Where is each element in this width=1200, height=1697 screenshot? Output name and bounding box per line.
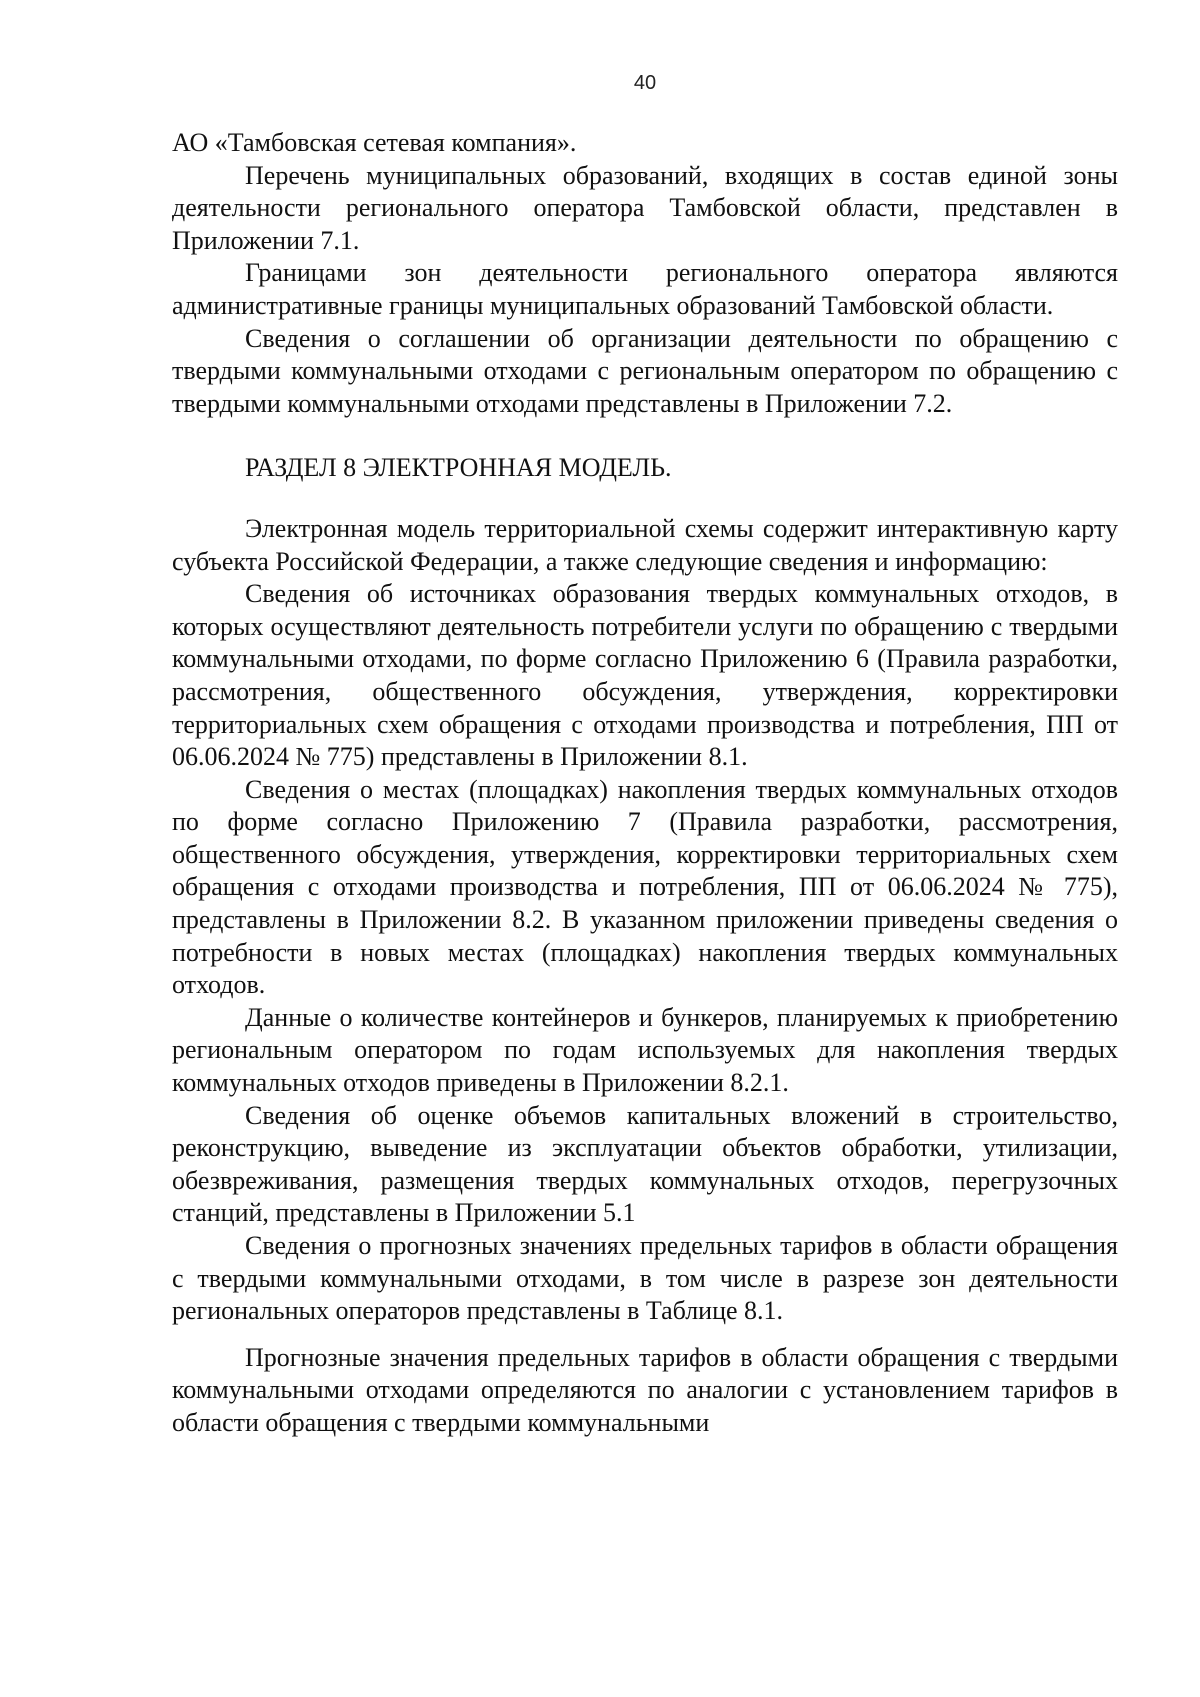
paragraph-containers: Данные о количестве контейнеров и бункеров, планируемых к приобретению региональным оператором по годам используемых для накопления твердых коммунальных отходов приведены в Приложении 8.2.1. [172, 1002, 1118, 1098]
paragraph-agreement-info: Сведения о соглашении об организации деятельности по обращению с твердыми коммунальными отходами с региональным оператором по обращению с твердыми коммунальными отходами представлены в Приложении 7.2. [172, 323, 1118, 418]
paragraph-spacer [172, 1328, 1118, 1342]
page-number: 40 [633, 72, 657, 94]
section-heading: РАЗДЕЛ 8 ЭЛЕКТРОННАЯ МОДЕЛЬ. [245, 453, 672, 483]
paragraph-municipal-list: Перечень муниципальных образований, входящих в состав единой зоны деятельности регионального оператора Тамбовской области, представлен в Приложении 7.1. [172, 160, 1118, 255]
paragraph-capital-investments: Сведения об оценке объемов капитальных вложений в строительство, реконструкцию, выведение из эксплуатации объектов обработки, утилизации, обезвреживания, размещения твердых коммунальных отходов, перегрузочных станций, представлены в Приложении 5.1 [172, 1100, 1118, 1228]
paragraph-tariff-analogy: Прогнозные значения предельных тарифов в области обращения с твердыми коммунальными отходами определяются по аналогии с установлением тарифов в области обращения с твердыми коммунальными [172, 1342, 1118, 1437]
paragraph-continuation: АО «Тамбовская сетевая компания». [172, 128, 577, 157]
document-body [172, 127, 1118, 1440]
paragraph-accumulation-sites: Сведения о местах (площадках) накопления твердых коммунальных отходов по форме согласно Приложению 7 (Правила разработки, рассмотрения, общественного обсуждения, утверждения, корректировки территориальных схем обращения с отходами производства и потребления, ПП от 06.06.2024 № 775), представлены в Приложении 8.2. В указанном приложении приведены сведения о потребности в новых местах (площадках) накопления твердых коммунальных отходов. [172, 774, 1118, 1000]
paragraph-tariff-forecast: Сведения о прогнозных значениях предельных тарифов в области обращения с твердыми коммунальными отходами, в том числе в разрезе зон деятельности региональных операторов представлены в Таблице 8.1. [172, 1231, 1118, 1326]
paragraph-electronic-model: Электронная модель территориальной схемы содержит интерактивную карту субъекта Российской Федерации, а также следующие сведения и информацию: [172, 513, 1118, 576]
paragraph-zone-borders: Границами зон деятельности регионального оператора являются административные границы муниципальных образований Тамбовской области. [172, 258, 1118, 320]
paragraph-waste-sources: Сведения об источниках образования твердых коммунальных отходов, в которых осуществляют деятельность потребители услуги по обращению с твердыми коммунальными отходами, по форме согласно Приложению 6 (Правила разработки, рассмотрения, общественного обсуждения, утверждения, корректировки территориальных схем обращения с отходами производства и потребления, ПП от 06.06.2024 № 775) представлены в Приложении 8.1. [172, 579, 1118, 772]
